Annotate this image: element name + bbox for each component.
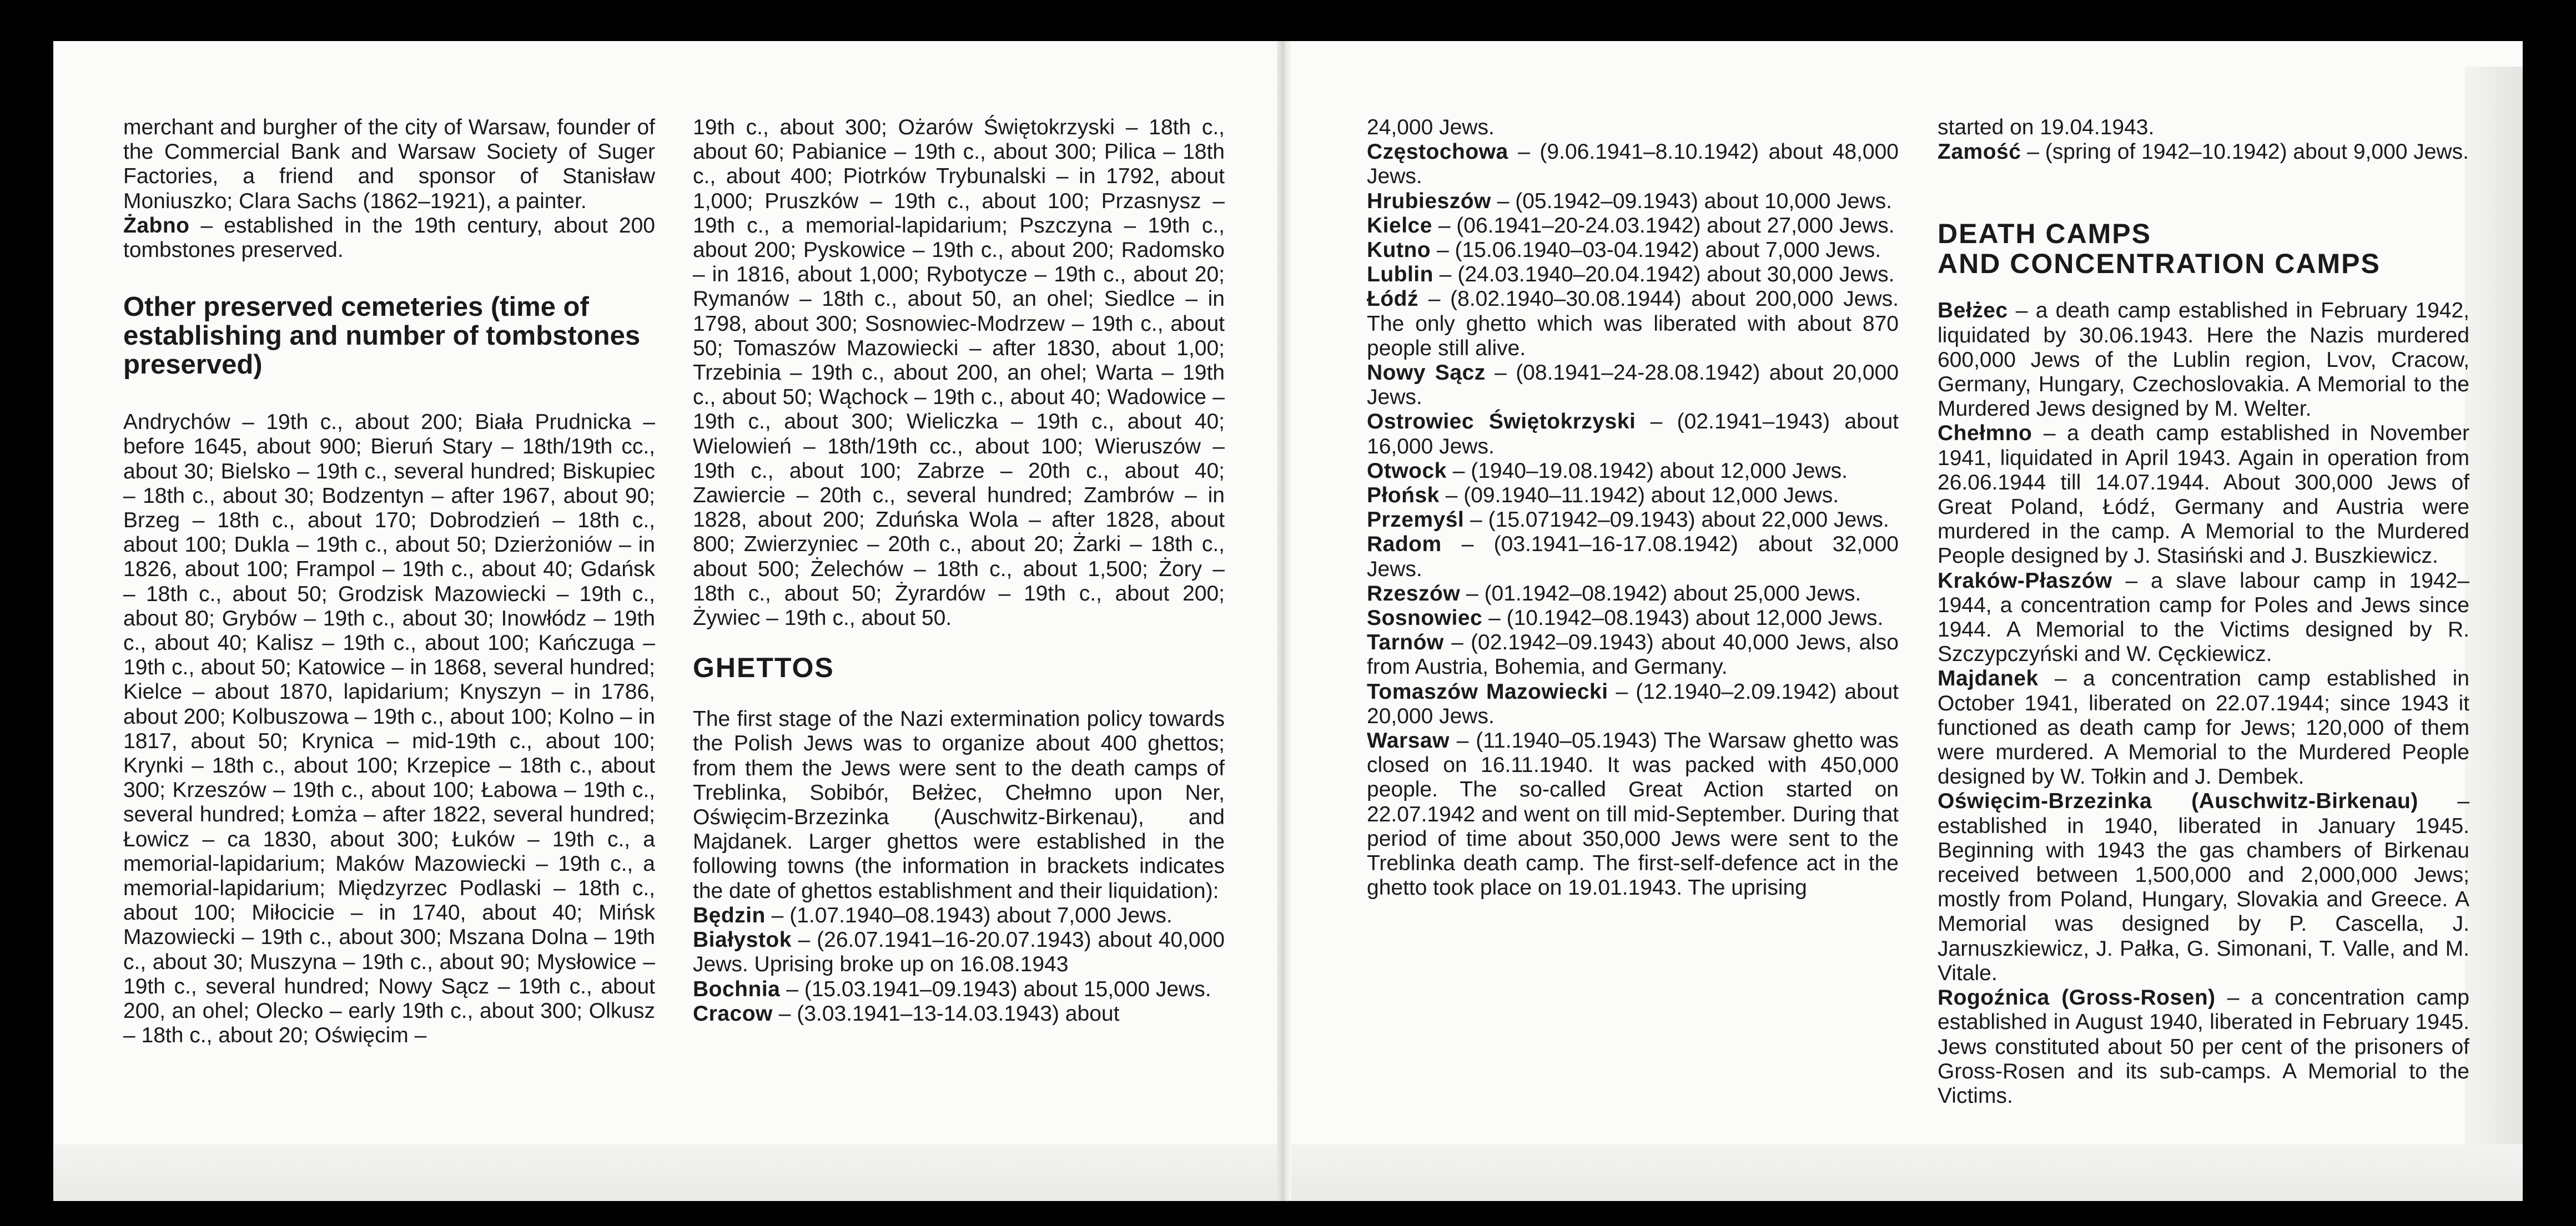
ghetto-continuation: 24,000 Jews.	[1367, 115, 1495, 139]
ghetto-entry	[1367, 532, 1899, 581]
ghetto-entry	[1367, 287, 1899, 361]
ghetto-entry	[693, 1002, 1225, 1026]
place-name: Chełmno	[1938, 421, 2032, 446]
camp-entry	[1938, 667, 2469, 789]
ghetto-entry	[1367, 729, 1899, 900]
place-name: Tomaszów Mazowiecki	[1367, 679, 1608, 704]
camp-list	[1938, 299, 2469, 1108]
place-name: Bochnia	[693, 977, 781, 1001]
place-name: Rogoźnica (Gross-Rosen)	[1938, 986, 2216, 1010]
entry-text: – a death camp established in February 1942, liquidated by 30.06.1943. Here the Nazis murdered 600,000 Jews of the Lublin region, Lvov, Cracow, Germany, Hungary, Czechoslovakia. A Memorial to the Murdered Jews designed by M. Welter.	[1938, 299, 2469, 421]
heading-line: DEATH CAMPS	[1938, 218, 2151, 250]
entry-text: – established in 1940, liberated in January 1945. Beginning with 1943 the gas chambers of Birkenau received between 1,500,000 and 2,000,000 Jews; mostly from Poland, Hungary, Slovakia and Greece. A Memorial was designed by P. Cascella, J. Jarnuszkiewicz, J. Pałka, G. Simonani, T. Valle, and M. Vitale.	[1938, 789, 2469, 985]
entry-text: – (3.03.1941–13-14.03.1943) about	[772, 1001, 1120, 1026]
place-name: Cracow	[693, 1001, 773, 1026]
entry-text: – (1.07.1940–08.1943) about 7,000 Jews.	[765, 903, 1173, 927]
entry-text: – (15.071942–09.1943) about 22,000 Jews.	[1464, 508, 1889, 532]
entry-text: – (11.1940–05.1943) The Warsaw ghetto was closed on 16.11.1940. It was packed with 450,000 people. The so-called Great Action started on 22.07.1942 and went on till mid-September. During that period of time about 350,000 Jews were sent to the Treblinka death camp. The first-self-defence act in the ghetto took place on 19.01.1943. The uprising	[1367, 729, 1899, 900]
place-name: Płońsk	[1367, 483, 1440, 508]
entry-text: – (15.03.1941–09.1943) about 15,000 Jews.	[780, 977, 1211, 1001]
entry-text: – (06.1941–20-24.03.1942) about 27,000 Jews.	[1432, 213, 1895, 238]
place-name: Oświęcim-Brzezinka (Auschwitz-Birkenau)	[1938, 789, 2418, 814]
section-heading-death-camps	[1938, 219, 2469, 279]
cemeteries-list-continued: 19th c., about 300; Ożarów Świętokrzyski – 18th c., about 60; Pabianice – 19th c., about 300; Pilica – 18th c., about 400; Piotrków Trybunalski – in 1792, about 1,000; Pruszków – 19th c., about 100; Przasnysz – 19th c., a memorial-lapidarium; Pszczyna – 19th c., about 200; Pyskowice – 19th c., about 200; Radomsko – in 1816, about 1,000; Rybotycze – 19th c., about 20; Rymanów – 18th c., about 50, an ohel; Siedlce – in 1798, about 300; Sosnowiec-Modrzew – 19th c., about 50; Tomaszów Mazowiecki – after 1830, about 1,00; Trzebinia – 19th c., about 200, an ohel; Warta – 19th c., about 50; Wąchock – 19th c., about 40; Wadowice – 19th c., about 300; Wieliczka – 19th c., about 40; Wielowień – 18th/19th cc., about 100; Wieruszów – 19th c., about 100; Zabrze – 20th c., about 40; Zawiercie – 20th c., several hundred; Zambrów – in 1828, about 200; Zduńska Wola – after 1828, about 800; Zwierzyniec – 20th c., about 20; Żarki – 18th c., about 500; Żelechów – 18th c., about 1,500; Żory – 18th c., about 50; Żyrardów – 19th c., about 200; Żywiec – 19th c., about 50.	[693, 115, 1225, 630]
place-name: Częstochowa	[1367, 140, 1508, 164]
place-name: Ostrowiec Świętokrzyski	[1367, 410, 1636, 434]
place-name: Przemyśl	[1367, 508, 1465, 532]
place-name: Sosnowiec	[1367, 606, 1483, 630]
ghetto-entry	[693, 977, 1225, 1002]
section-heading-cemeteries: Other preserved cemeteries (time of establishing and number of tombstones preserved)	[123, 292, 641, 380]
intro-paragraph: merchant and burgher of the city of Warsaw, founder of the Commercial Bank and Warsaw Society of Suger Factories, a friend and sponsor of Stanisław Moniuszko; Clara Sachs (1862–1921), a painter.	[123, 115, 655, 213]
ghetto-entry	[1367, 140, 1899, 189]
entry-text: – (1940–19.08.1942) about 12,000 Jews.	[1446, 458, 1848, 483]
place-name: Kutno	[1367, 238, 1431, 263]
place-name: Otwock	[1367, 458, 1447, 483]
ghetto-entry	[693, 904, 1225, 928]
column-4	[1938, 115, 2469, 1108]
ghetto-entry	[1367, 238, 1899, 263]
place-name: Kraków-Płaszów	[1938, 568, 2112, 593]
entry-text: – a concentration camp established in October 1941, liberated on 22.07.1944; since 1943 it functioned as death camp for Jews; 120,000 of them were murdered. A Memorial to the Murdered People designed by W. Tołkin and J. Dembek.	[1938, 667, 2469, 789]
zamosc-entry	[1938, 140, 2469, 164]
place-name: Kielce	[1367, 213, 1432, 238]
entry-text: – (02.1941–1943) about 16,000 Jews.	[1367, 410, 1899, 458]
place-name: Zamość	[1938, 140, 2021, 164]
camp-entry	[1938, 569, 2469, 667]
place-name: Warsaw	[1367, 729, 1450, 753]
zabno-entry	[123, 214, 655, 263]
camp-entry	[1938, 299, 2469, 421]
entry-text: – (08.1941–24-28.08.1942) about 20,000 Jews.	[1367, 361, 1899, 410]
column-3	[1367, 115, 1899, 901]
entry-text: – (09.1940–11.1942) about 12,000 Jews.	[1439, 483, 1839, 508]
column-1	[123, 115, 655, 1048]
ghetto-entry	[1367, 459, 1899, 483]
entry-text: – (15.06.1940–03-04.1942) about 7,000 Jews.	[1431, 238, 1881, 263]
entry-text: – (9.06.1941–8.10.1942) about 48,000 Jews.	[1367, 140, 1899, 189]
ghetto-entry	[693, 928, 1225, 977]
place-name: Lublin	[1367, 263, 1433, 287]
camp-entry	[1938, 789, 2469, 986]
place-name: Rzeszów	[1367, 581, 1461, 606]
ghetto-entry	[1367, 361, 1899, 410]
ghetto-entry	[1367, 214, 1899, 238]
entry-text: – (03.1941–16-17.08.1942) about 32,000 Jews.	[1367, 532, 1899, 581]
cemeteries-list: Andrychów – 19th c., about 200; Biała Prudnicka – before 1645, about 900; Bieruń Stary – 18th/19th cc., about 30; Bielsko – 19th c., several hundred; Biskupiec – 18th c., about 30; Bodzentyn – after 1967, about 90; Brzeg – 18th c., about 170; Dobrodzień – 18th c., about 100; Dukla – 19th c., about 50; Dzierżoniów – in 1826, about 100; Frampol – 19th c., about 40; Gdańsk – 18th c., about 50; Grodzisk Mazowiecki – 19th c., about 80; Grybów – 19th c., about 30; Inowłódz – 19th c., about 40; Kalisz – 19th c., about 100; Kańczuga – 19th c., about 50; Katowice – in 1868, several hundred; Kielce – about 1870, lapidarium; Knyszyn – in 1786, about 200; Kolbuszowa – 19th c., about 100; Kolno – in 1817, about 50; Krynica – mid-19th c., about 100; Krynki – 18th c., about 100; Krzepice – 18th c., about 300; Krzeszów – 19th c., about 100; Łabowa – 19th c., several hundred; Łomża – after 1822, several hundred; Łowicz – ca 1830, about 300; Łuków – 19th c., a memorial-lapidarium; Maków Mazowiecki – 19th c., a memorial-lapidarium; Międzyrzec Podlaski – 18th c., about 100; Miłocicie – in 1740, about 40; Mińsk Mazowiecki – 19th c., about 300; Mszana Dolna – 19th c., about 30; Muszyna – 19th c., about 90; Mysłowice – 19th c., several hundred; Nowy Sącz – 19th c., about 200, an ohel; Olecko – early 19th c., about 300; Olkusz – 18th c., about 20; Oświęcim –	[123, 410, 655, 1048]
section-heading-ghettos: GHETTOS	[693, 652, 834, 684]
ghetto-entry	[1367, 582, 1899, 606]
place-name: Bełżec	[1938, 299, 2008, 323]
ghetto-entry	[1367, 410, 1899, 458]
place-name: Majdanek	[1938, 667, 2039, 691]
entry-text: – a concentration camp established in August 1940, liberated in February 1945. Jews constituted about 50 per cent of the prisoners of Gross-Rosen and its sub-camps. A Memorial to the Victims.	[1938, 986, 2469, 1108]
center-fold	[1277, 41, 1291, 1201]
ghetto-continuation: started on 19.04.1943.	[1938, 115, 2155, 139]
ghetto-entry	[1367, 630, 1899, 679]
ghetto-entry	[1367, 483, 1899, 508]
place-name: Tarnów	[1367, 630, 1444, 655]
entry-text: – a death camp established in November 1941, liquidated in April 1943. Again in operation from 26.06.1944 till 14.07.1944. About 300,000 Jews of Great Poland, Łódź, Germany and Austria were murdered in the camp. A Memorial to the Murdered People designed by J. Stasiński and J. Buszkiewicz.	[1938, 421, 2469, 568]
camp-entry	[1938, 421, 2469, 568]
page-edge-shade	[2465, 67, 2523, 1199]
place-name: Białystok	[693, 928, 792, 952]
ghetto-entry	[1367, 508, 1899, 532]
place-name: Będzin	[693, 903, 766, 927]
place-name: Łódź	[1367, 287, 1418, 311]
place-name: Nowy Sącz	[1367, 361, 1486, 385]
entry-text: – (05.1942–09.1943) about 10,000 Jews.	[1491, 189, 1892, 213]
entry-text: – (26.07.1941–16-20.07.1943) about 40,000 Jews. Uprising broke up on 16.08.1943	[693, 928, 1225, 977]
ghetto-list	[693, 904, 1225, 1026]
heading-line: AND CONCENTRATION CAMPS	[1938, 248, 2381, 280]
place-name: Żabno	[123, 213, 190, 238]
entry-text: – a slave labour camp in 1942–1944, a concentration camp for Poles and Jews since 1944. A Memorial to the Victims designed by R. Szczypczyński and W. Cęckiewicz.	[1938, 568, 2469, 667]
entry-text: – established in the 19th century, about 200 tombstones preserved.	[123, 213, 655, 263]
entry-text: – (01.1942–08.1942) about 25,000 Jews.	[1460, 581, 1861, 606]
ghetto-list	[1367, 140, 1899, 900]
ghetto-entry	[1367, 263, 1899, 287]
entry-text: – (8.02.1940–30.08.1944) about 200,000 Jews. The only ghetto which was liberated with about 870 people still alive.	[1367, 287, 1899, 360]
place-name: Hrubieszów	[1367, 189, 1491, 213]
entry-text: – (spring of 1942–10.1942) about 9,000 Jews.	[2021, 140, 2469, 164]
ghetto-entry	[1367, 680, 1899, 729]
entry-text: – (10.1942–08.1943) about 12,000 Jews.	[1482, 606, 1884, 630]
entry-text: – (12.1940–2.09.1942) about 20,000 Jews.	[1367, 679, 1899, 728]
entry-text: – (24.03.1940–20.04.1942) about 30,000 Jews.	[1433, 263, 1895, 287]
place-name: Radom	[1367, 532, 1442, 557]
ghetto-entry	[1367, 189, 1899, 214]
entry-text: – (02.1942–09.1943) about 40,000 Jews, also from Austria, Bohemia, and Germany.	[1367, 630, 1899, 679]
column-2	[693, 115, 1225, 1026]
ghettos-intro: The first stage of the Nazi extermination policy towards the Polish Jews was to organize about 400 ghettos; from them the Jews were sent to the death camps of Treblinka, Sobibór, Bełżec, Chełmno upon Ner, Oświęcim-Brzezinka (Auschwitz-Birkenau), and Majdanek. Larger ghettos were established in the following towns (the information in brackets indicates the date of ghettos establishment and their liquidation):	[693, 707, 1225, 903]
ghetto-entry	[1367, 606, 1899, 630]
camp-entry	[1938, 986, 2469, 1108]
